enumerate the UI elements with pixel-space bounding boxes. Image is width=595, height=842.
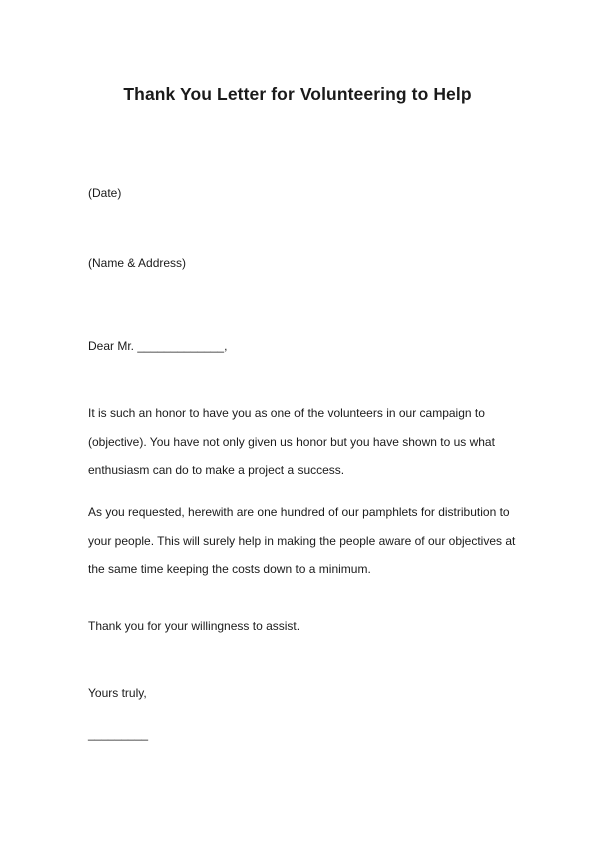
paragraph-2-line-2: your people. This will surely help in making the people aware of our objectives at [88,534,516,548]
paragraph-2-line-3: the same time keeping the costs down to a minimum. [88,562,371,576]
paragraph-1-line-1: It is such an honor to have you as one of the volunteers in our campaign to [88,406,485,420]
paragraph-2-line-1: As you requested, herewith are one hundred of our pamphlets for distribution to [88,505,510,519]
date-placeholder: (Date) [88,186,122,200]
paragraph-3: Thank you for your willingness to assist. [88,619,301,633]
paragraph-1-line-3: enthusiasm can do to make a project a success. [88,463,345,477]
name-address-placeholder: (Name & Address) [88,256,187,270]
letter-title: Thank You Letter for Volunteering to Help [123,84,472,104]
closing: Yours truly, [88,686,147,700]
signature-line: _________ [88,727,149,741]
paragraph-1-line-2: (objective). You have not only given us honor but you have shown to us what [88,435,495,449]
salutation: Dear Mr. _____________, [88,339,228,353]
